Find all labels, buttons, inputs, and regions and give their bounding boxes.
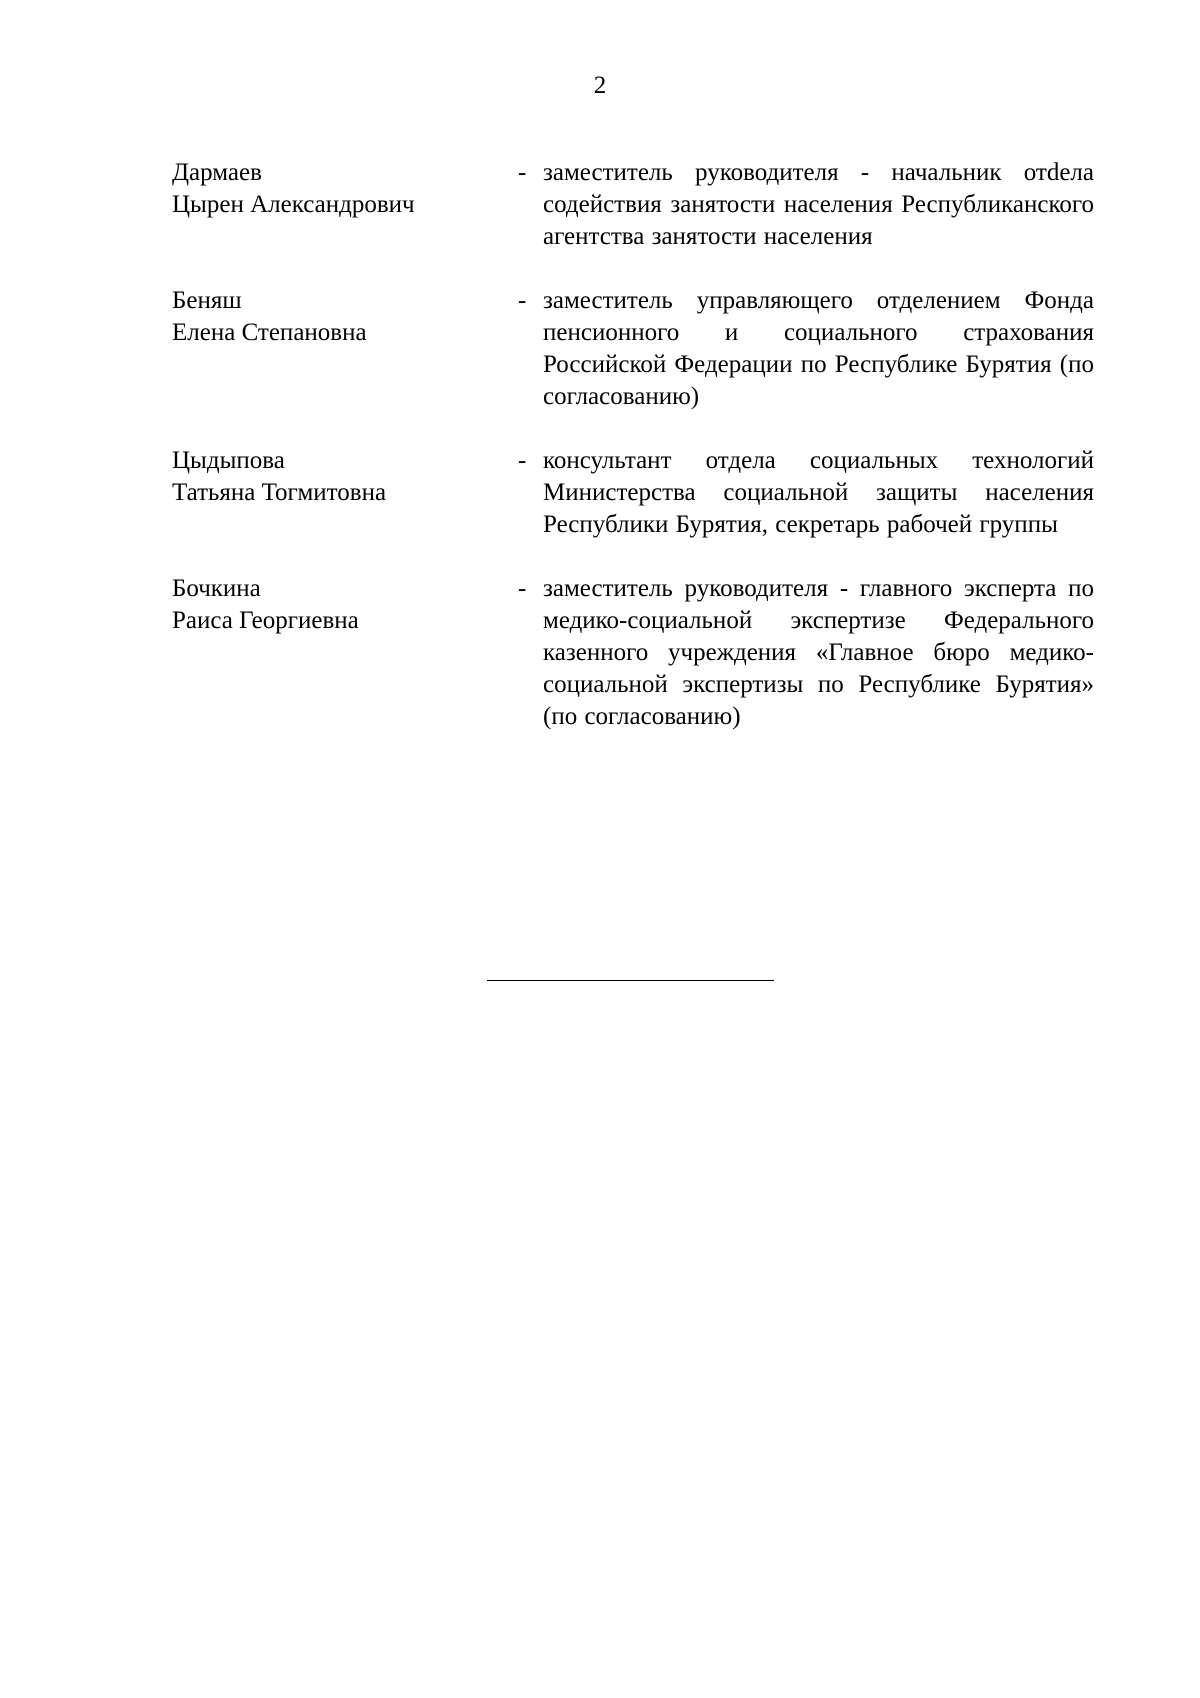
working-group-member-list <box>172 157 1100 765</box>
dash-separator: - <box>518 159 527 186</box>
member-role: заместитель управляющего отделением Фонда пенсионного и социального страхования Российской Федерации по Республике Бурятия (по согласованию) <box>543 287 1094 410</box>
member-name <box>172 573 512 733</box>
page-number: 2 <box>593 72 607 99</box>
dash-separator: - <box>518 287 527 314</box>
member-entry-benyash <box>172 285 1100 413</box>
member-role: заместитель руководителя - начальник отdела содействия занятости населения Республиканского агентства занятости населения <box>543 159 1094 250</box>
member-given-names: Раиса Георгиевна <box>172 607 359 634</box>
end-of-document-line <box>487 980 774 981</box>
member-role: консультант отдела социальных технологий Министерства социальной защиты населения Республики Бурятия, секретарь рабочей группы <box>543 447 1094 538</box>
dash-separator: - <box>518 575 527 602</box>
member-name <box>172 157 512 253</box>
member-name <box>172 445 512 541</box>
member-given-names: Татьяна Тогмитовна <box>172 479 387 506</box>
member-entry-bochkina <box>172 573 1100 733</box>
member-given-names: Цырен Александрович <box>172 191 415 218</box>
member-name <box>172 285 512 413</box>
dash-separator: - <box>518 447 527 474</box>
member-entry-darmaev <box>172 157 1100 253</box>
member-role: заместитель руководителя - главного эксперта по медико-социальной экспертизе Федерального казенного учреждения «Главное бюро медико-социальной экспертизы по Республике Бурятия» (по согласованию) <box>543 575 1094 730</box>
member-surname: Беняш <box>172 287 242 314</box>
member-entry-tsydypova <box>172 445 1100 541</box>
member-given-names: Елена Степановна <box>172 319 367 346</box>
member-surname: Дармаев <box>172 159 262 186</box>
member-surname: Цыдыпова <box>172 447 285 474</box>
member-surname: Бочкина <box>172 575 261 602</box>
